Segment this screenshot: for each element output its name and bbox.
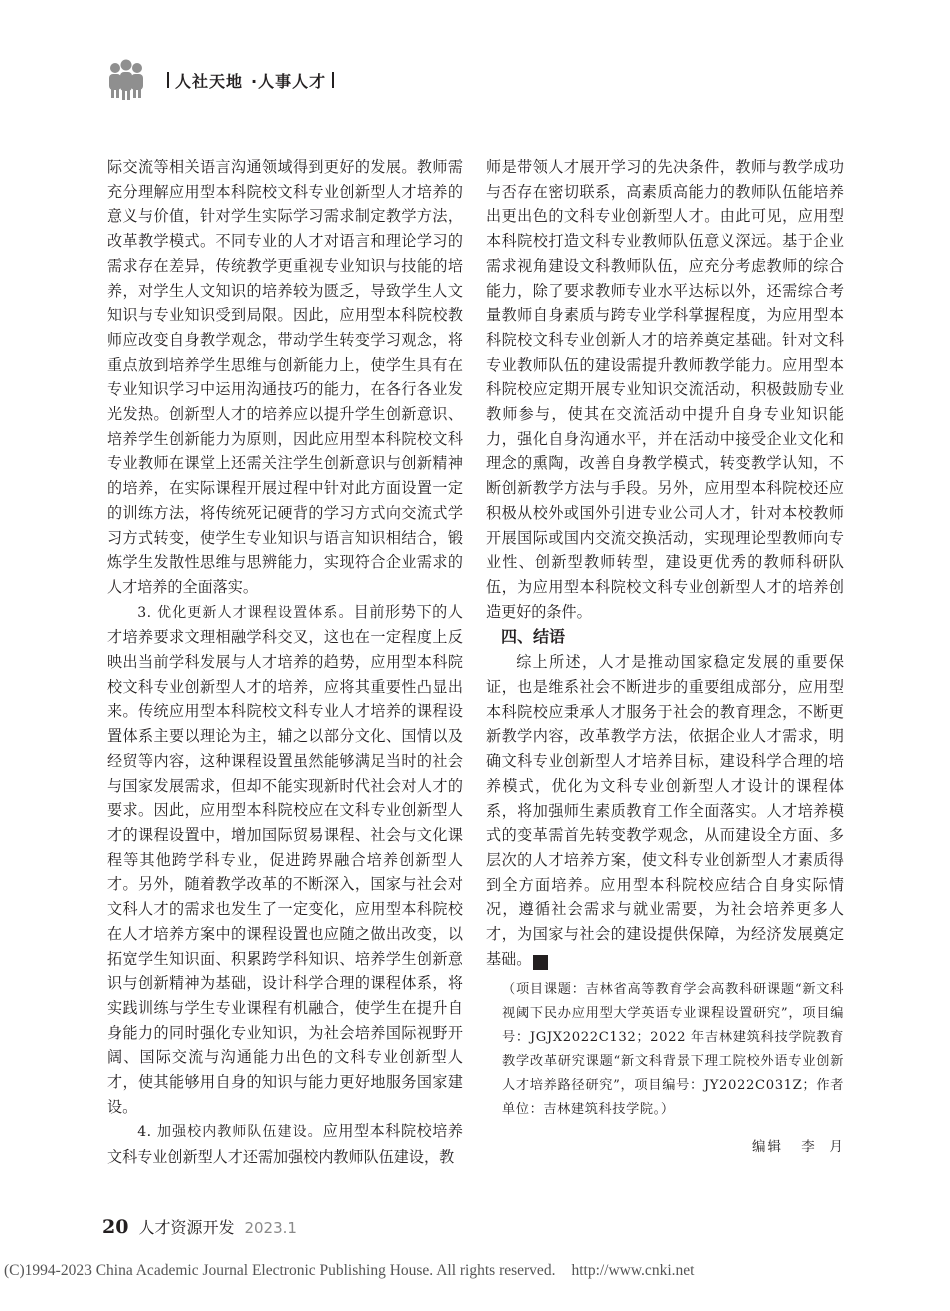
paragraph-text: 应用型本科院校培养文科专业创新型人才还需加强校内教师队伍建设，教 <box>107 1122 463 1167</box>
subsection-heading: 4. 加强校内教师队伍建设。 <box>137 1124 323 1141</box>
paragraph: 师是带领人才展开学习的先决条件，教师与教学成功与否存在密切联系，高素质高能力的教师队伍能培养出更出色的文科专业创新型人才。由此可见，应用型本科院校打造文科专业教师队伍意义深远。基于企业需求视角建设文科教师队伍，应充分考虑教师的综合能力，除了要求教师专业水平达标以外，还需综合考量教师自身素质与跨专业学科掌握程度，为应用型本科院校文科专业创新人才的培养奠定基础。针对文科专业教师队伍的建设需提升教师教学能力。应用型本科院校应定期开展专业知识交流活动，积极鼓励专业教师参与，使其在交流活动中提升自身专业知识能力，强化自身沟通水平，并在活动中接受企业文化和理念的熏陶，改善自身教学模式，转变教学认知，不断创新教学方法与手段。另外，应用型本科院校还应积极从校外或国外引进专业公司人才，针对本校教师开展国际或国内交流交换活动，实现理论型教师向专业性、创新型教师转型，建设更优秀的教师科研队伍，为应用型本科院校文科专业创新型人才的培养创造更好的条件。 <box>486 158 844 621</box>
people-group-icon <box>103 59 149 101</box>
paragraph-text: 目前形势下的人才培养要求文理相融学科交叉，这也在一定程度上反映出当前学科发展与人才培养的趋势，应用型本科院校文科专业创新型人才的培养，应将其重要性凸显出来。传统应用型本科院校文科专业人才培养的课程设置体系主要以理论为主，辅之以部分文化、国情以及经贸等内容，这种课程设置虽然能够满足当时的社会与国家发展需求，但却不能实现新时代社会对人才的要求。因此，应用型本科院校应在文科专业创新型人才的课程设置中，增加国际贸易课程、社会与文化课程等其他跨学科专业，促进跨界融合培养创新型人才。另外，随着教学改革的不断深入，国家与社会对文科人才的需求也发生了一定变化，应用型本科院校在人才培养方案中的课程设置也应随之做出改变，以拓宽学生知识面、积累跨学科知识、培养学生创新意识与创新精神为基础，设计科学合理的课程体系，将实践训练与学生专业课程有机融合，使学生在提升自身能力的同时强化专业知识，为社会培养国际视野开阔、国际交流与沟通能力出色的文科专业创新型人才，使其能够用自身的知识与能力更好地服务国家建设。 <box>107 602 463 1116</box>
page-footer <box>102 1215 297 1238</box>
paragraph <box>107 1119 463 1169</box>
right-column <box>486 155 844 1122</box>
cnki-link[interactable]: http://www.cnki.net <box>571 1262 695 1279</box>
paragraph <box>107 600 463 1120</box>
project-note: （项目课题：吉林省高等教育学会高教科研课题“新文科视阈下民办应用型大学英语专业课程设置研究”，项目编号：JGJX2022C132；2022 年吉林建筑科技学院教育教学改革研究课题“新文科背景下理工院校外语专业创新人才培养路径研究”，项目编号：JY2022C031Z；作者单位：吉林建筑科技学院。） <box>502 981 844 1117</box>
subsection-heading: 3. 优化更新人才课程设置体系。 <box>137 604 354 621</box>
editor-name: 李 月 <box>801 1139 845 1155</box>
page-number: 20 <box>102 1216 129 1238</box>
paragraph <box>486 650 844 971</box>
issue-label: 2023.1 <box>244 1219 297 1237</box>
copyright-line <box>0 1262 950 1288</box>
section-heading: 四、结语 <box>501 627 566 647</box>
end-mark-icon: R <box>533 955 548 970</box>
journal-name: 人才资源开发 <box>138 1218 235 1237</box>
subsection-name: ·人事人才 <box>251 71 327 91</box>
section-title <box>161 69 340 92</box>
page-header <box>103 58 340 102</box>
paragraph-text: 综上所述，人才是推动国家稳定发展的重要保证，也是维系社会不断进步的重要组成部分，应用型本科院校应秉承人才服务于社会的教育理念，不断更新教学内容，改革教学方法，依据企业人才需求，明确文科专业创新型人才培养目标，建设科学合理的培养模式，优化为文科专业创新型人才设计的课程体系，将加强师生素质教育工作全面落实。人才培养模式的变革需首先转变教学观念，从而建设全方面、多层次的人才培养方案，使文科专业创新型人才素质得到全方面培养。应用型本科院校应结合自身实际情况，遵循社会需求与就业需要，为社会培养更多人才，为国家与社会的建设提供保障，为经济发展奠定基础。 <box>486 653 844 968</box>
left-column <box>107 155 463 1170</box>
editor-label: 编辑 <box>752 1139 783 1155</box>
section-name: 人社天地 <box>175 71 244 91</box>
paragraph: 际交流等相关语言沟通领域得到更好的发展。教师需充分理解应用型本科院校文科专业创新型人才培养的意义与价值，针对学生实际学习需求制定教学方法，改革教学模式。不同专业的人才对语言和理论学习的需求存在差异，传统教学更重视专业知识与技能的培养，对学生人文知识的培养较为匮乏，导致学生人文知识与专业知识受到局限。因此，应用型本科院校教师应改变自身教学观念，带动学生转变学习观念，将重点放到培养学生思维与创新能力上，使学生具有在专业知识学习中运用沟通技巧的能力，在各行各业发光发热。创新型人才的培养应以提升学生创新意识、培养学生创新能力为原则，因此应用型本科院校文科专业教师在课堂上还需关注学生创新意识与创新精神的培养，在实际课程开展过程中针对此方面设置一定的训练方法，将传统死记硬背的学习方式向交流式学习方式转变，使学生专业知识与语言知识相结合，锻炼学生发散性思维与思辨能力，实现符合企业需求的人才培养的全面落实。 <box>107 158 463 596</box>
copyright-text: (C)1994-2023 China Academic Journal Electronic Publishing House. All rights reserved. <box>4 1262 556 1279</box>
editor-credit <box>752 1135 845 1155</box>
